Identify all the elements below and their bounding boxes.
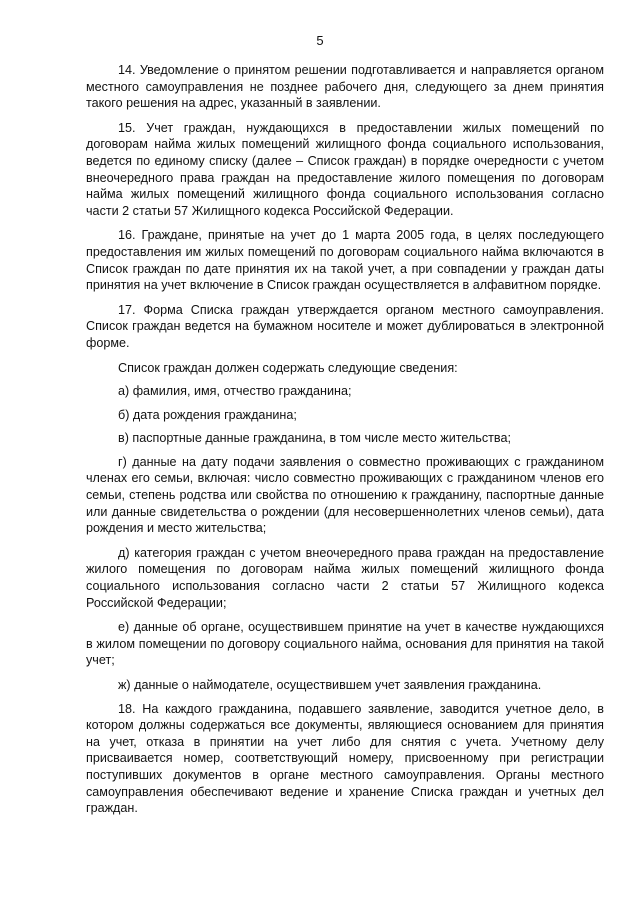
paragraph-17: 17. Форма Списка граждан утверждается органом местного самоуправления. Список граждан ведется на бумажном носителе и может дублироваться в электронной форме. — [86, 302, 604, 350]
list-item-zh: ж) данные о наймодателе, осуществившем учет заявления гражданина. — [118, 678, 542, 692]
list-item-e: е) данные об органе, осуществившем принятие на учет в качестве нуждающихся в жилом помещении по договору социального найма, основания для принятия на такой учет; — [86, 620, 604, 668]
list-item-g: г) данные на дату подачи заявления о совместно проживающих с гражданином членах его семьи, включая: число совместно проживающих с гражданином членов его семьи, степень родства или свойства по отношению к гражданину, паспортные данные или данные свидетельства о рождении (для несовершеннолетних членов семьи), дата рождения и место жительства; — [86, 454, 604, 536]
list-intro: Список граждан должен содержать следующие сведения: — [118, 360, 458, 375]
page-number: 5 — [316, 33, 324, 48]
paragraph-15: 15. Учет граждан, нуждающихся в предоставлении жилых помещений по договорам найма жилых помещений жилищного фонда социального использования, ведется по единому списку (далее – Список граждан) в порядке очередности с учетом внеочередного права граждан на предоставление жилого помещения по договорам найма жилых помещений жилищного фонда социального использования согласно части 2 статьи 57 Жилищного кодекса Российской Федерации. — [86, 120, 604, 218]
paragraph-14: 14. Уведомление о принятом решении подготавливается и направляется органом местного самоуправления не позднее рабочего дня, следующего за днем принятия такого решения на адрес, указанный в заявлении. — [86, 63, 604, 111]
paragraph-18: 18. На каждого гражданина, подавшего заявление, заводится учетное дело, в котором должны содержаться все документы, являющиеся основанием для принятия на учет, отказа в принятии на учет либо для снятия с учета. Учетному делу присваивается номер, соответствующий номеру, присвоенному при регистрации поступивших документов в органе местного самоуправления. Органы местного самоуправления обеспечивают ведение и хранение Списка граждан и учетных дел граждан. — [86, 701, 604, 816]
list-item-d: д) категория граждан с учетом внеочередного права граждан на предоставление жилого помещения по договорам найма жилых помещений жилищного фонда социального использования согласно части 2 статьи 57 Жилищного кодекса Российской Федерации; — [86, 545, 604, 610]
list-item-v: в) паспортные данные гражданина, в том числе место жительства; — [118, 431, 511, 446]
document-body — [86, 62, 604, 825]
list-item-b: б) дата рождения гражданина; — [118, 407, 297, 422]
list-item-a: а) фамилия, имя, отчество гражданина; — [118, 384, 352, 399]
paragraph-16: 16. Граждане, принятые на учет до 1 марта 2005 года, в целях последующего предоставления им жилых помещений по договорам социального найма включаются в Список граждан по дате принятия их на такой учет, а при совпадении у граждан даты принятия на учет включение в Список граждан осуществляется в алфавитном порядке. — [86, 228, 604, 293]
